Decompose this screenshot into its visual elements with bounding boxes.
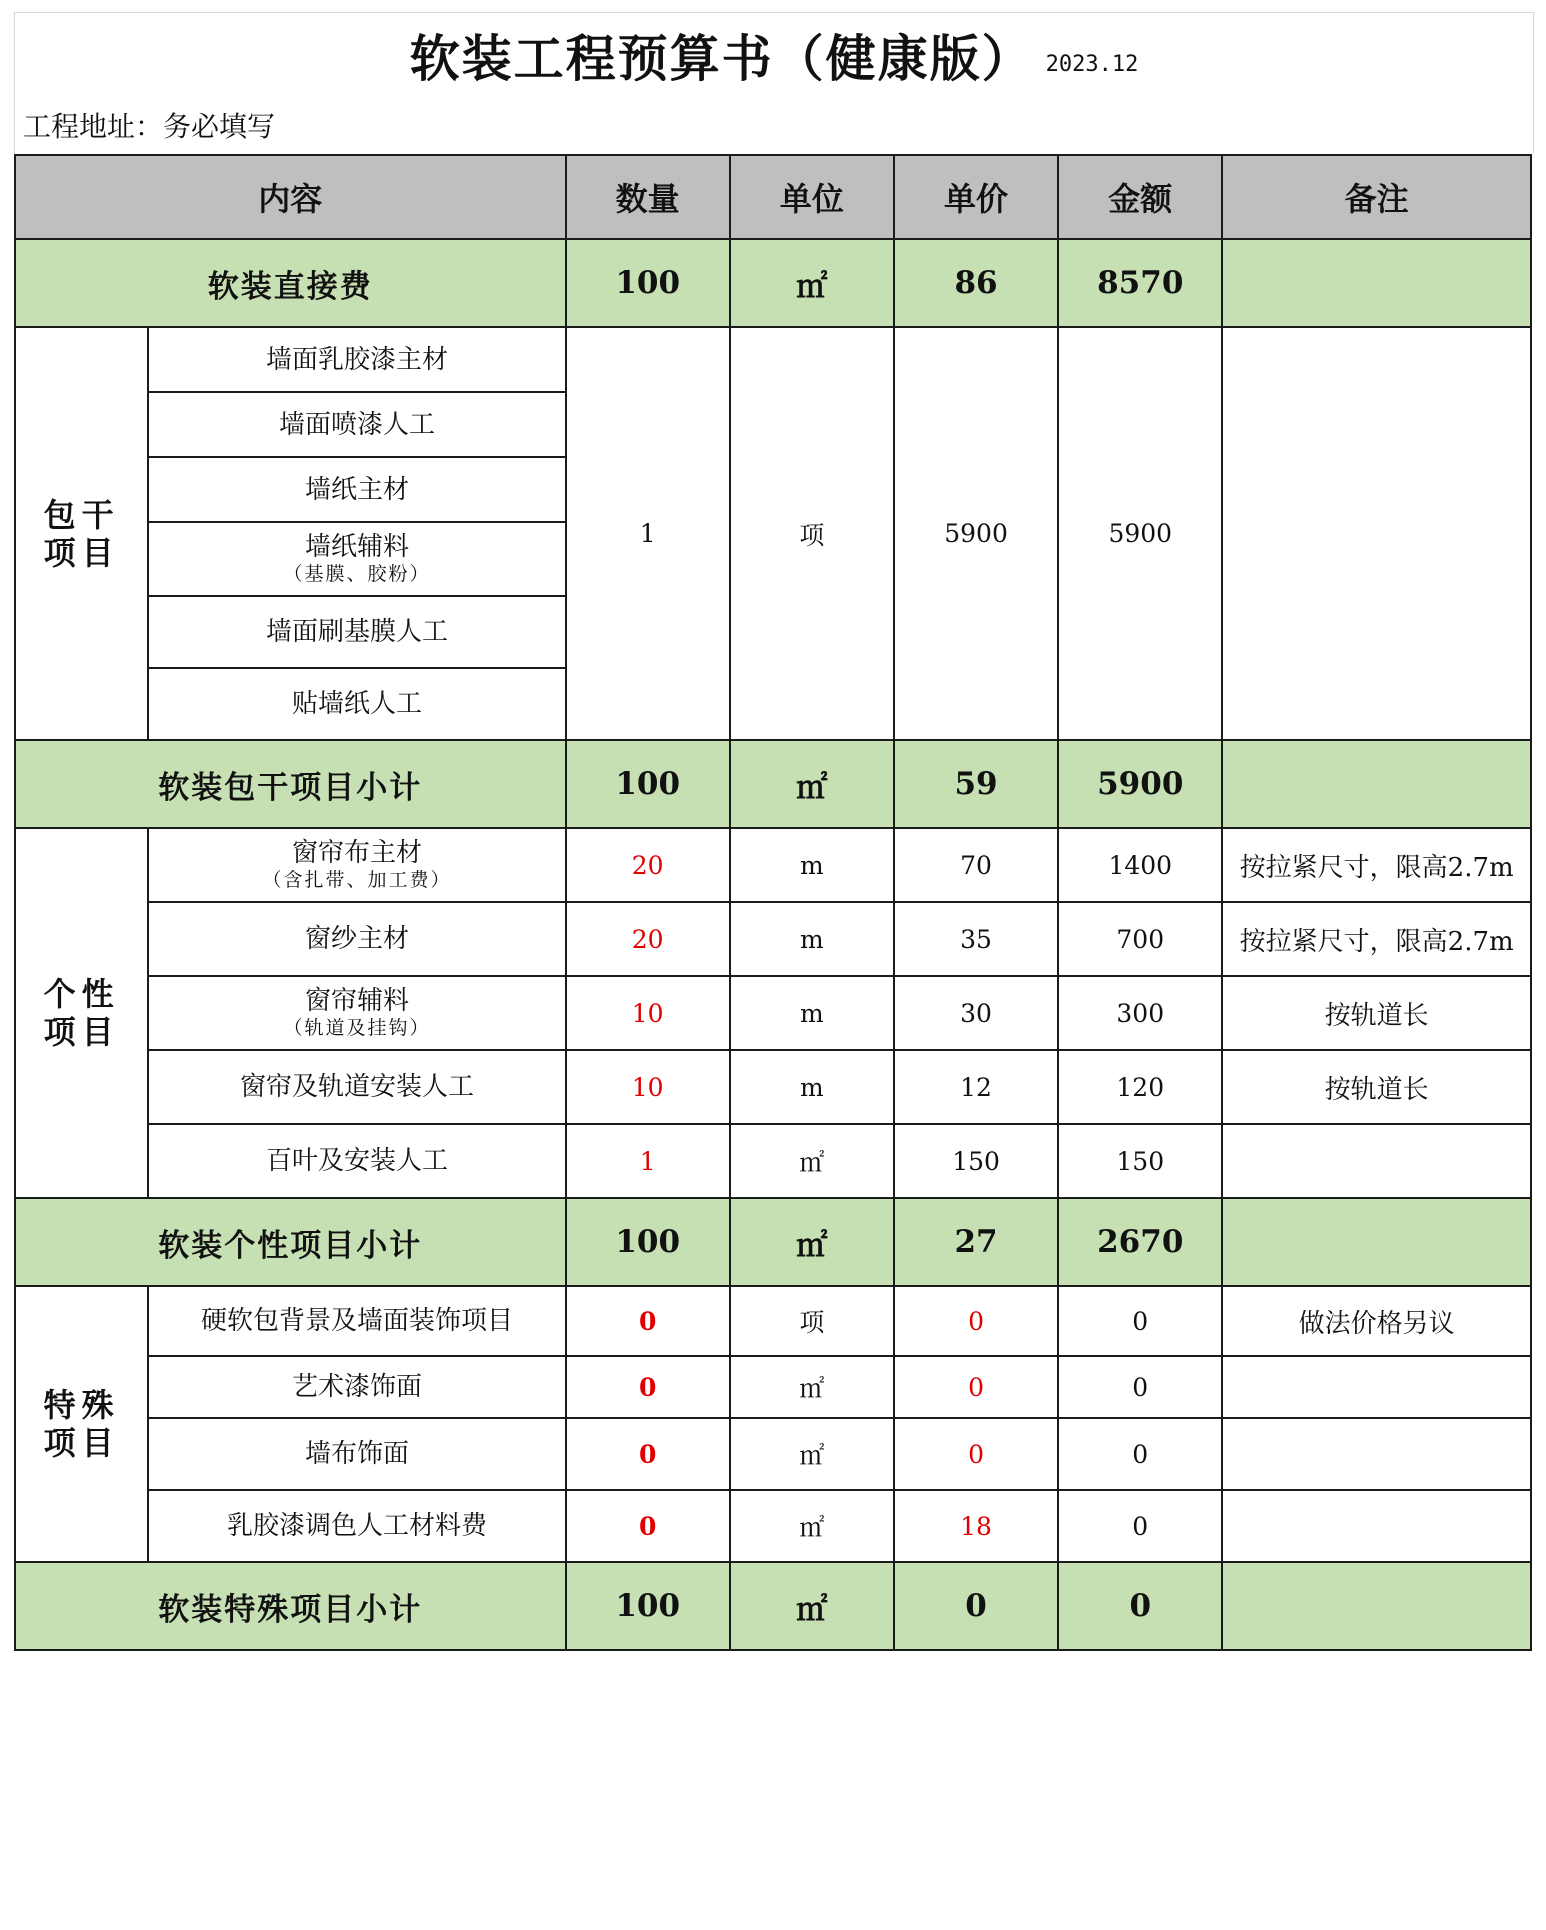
special-item-note[interactable] (1222, 1356, 1531, 1418)
title-date: 2023.12 (1045, 51, 1139, 77)
item-sublabel: （基膜、胶粉） (283, 563, 431, 585)
title-row (14, 12, 1534, 97)
personal-item-qty[interactable]: 20 (566, 828, 730, 902)
special-item-unit[interactable]: ㎡ (730, 1418, 894, 1490)
personal-item-note[interactable]: 按轨道长 (1222, 1050, 1531, 1124)
table-row (15, 1286, 1531, 1356)
direct-fee-unit[interactable]: ㎡ (730, 239, 894, 327)
item-label: 窗帘及轨道安装人工 (239, 1072, 474, 1102)
special-item-note[interactable]: 做法价格另议 (1222, 1286, 1531, 1356)
personal-item-unit[interactable]: ㎡ (730, 1124, 894, 1198)
package-unit[interactable]: 项 (730, 327, 894, 740)
address-label: 工程地址： (23, 110, 164, 143)
item-label: 艺术漆饰面 (291, 1372, 422, 1402)
package-subtotal-label: 软装包干项目小计 (15, 740, 566, 828)
special-item-qty[interactable]: 0 (566, 1356, 730, 1418)
special-item-amount[interactable]: 0 (1058, 1356, 1222, 1418)
special-subtotal-amount[interactable]: 0 (1058, 1562, 1222, 1650)
personal-item-qty[interactable]: 10 (566, 976, 730, 1050)
personal-item-qty[interactable]: 20 (566, 902, 730, 976)
header-note: 备注 (1222, 155, 1531, 239)
category-package (15, 327, 148, 740)
item-label: 墙面乳胶漆主材 (265, 344, 448, 375)
special-item-qty[interactable]: 0 (566, 1286, 730, 1356)
special-subtotal-label: 软装特殊项目小计 (15, 1562, 566, 1650)
special-subtotal-price[interactable]: 0 (894, 1562, 1058, 1650)
direct-fee-qty[interactable]: 100 (566, 239, 730, 327)
item-label: 百叶及安装人工 (265, 1146, 448, 1176)
personal-item-unit[interactable]: m (730, 976, 894, 1050)
special-item-unit[interactable]: ㎡ (730, 1490, 894, 1562)
package-subtotal-unit[interactable]: ㎡ (730, 740, 894, 828)
table-row (15, 1356, 1531, 1418)
personal-item-name[interactable] (148, 1050, 565, 1124)
personal-item-amount[interactable]: 150 (1058, 1124, 1222, 1198)
category-personal-line1: 个性 (43, 975, 120, 1013)
personal-item-unit[interactable]: m (730, 828, 894, 902)
page-title: 软装工程预算书（健康版） (409, 29, 1034, 88)
special-item-unit[interactable]: ㎡ (730, 1356, 894, 1418)
special-subtotal-qty[interactable]: 100 (566, 1562, 730, 1650)
personal-item-price[interactable]: 70 (894, 828, 1058, 902)
category-package-line2: 项目 (43, 533, 120, 572)
personal-item-note[interactable]: 按拉紧尺寸，限高2.7m (1222, 828, 1531, 902)
personal-subtotal-unit[interactable]: ㎡ (730, 1198, 894, 1286)
special-item-price[interactable]: 18 (894, 1490, 1058, 1562)
personal-item-name[interactable] (148, 1124, 565, 1198)
category-personal-line2: 项目 (43, 1013, 120, 1051)
item-label: 墙面喷漆人工 (278, 409, 435, 440)
package-item-name[interactable] (148, 392, 565, 457)
table-row (15, 902, 1531, 976)
address-row[interactable] (14, 96, 1534, 154)
package-item-name[interactable] (148, 327, 565, 392)
special-item-amount[interactable]: 0 (1058, 1286, 1222, 1356)
personal-item-price[interactable]: 30 (894, 976, 1058, 1050)
package-subtotal-note[interactable] (1222, 740, 1531, 828)
personal-subtotal-qty[interactable]: 100 (566, 1198, 730, 1286)
item-label: 窗纱主材 (304, 924, 409, 954)
personal-item-name[interactable] (148, 902, 565, 976)
item-sublabel: （含扎带、加工费） (262, 869, 452, 891)
item-label: 贴墙纸人工 (291, 689, 422, 719)
package-subtotal-qty[interactable]: 100 (566, 740, 730, 828)
category-personal (15, 828, 148, 1198)
special-item-price[interactable]: 0 (894, 1356, 1058, 1418)
header-qty: 数量 (566, 155, 730, 239)
personal-item-note[interactable]: 按拉紧尺寸，限高2.7m (1222, 902, 1531, 976)
item-label: 墙纸辅料 (304, 532, 409, 562)
personal-item-qty[interactable]: 1 (566, 1124, 730, 1198)
direct-fee-amount[interactable]: 8570 (1058, 239, 1222, 327)
personal-item-qty[interactable]: 10 (566, 1050, 730, 1124)
package-price[interactable]: 5900 (894, 327, 1058, 740)
package-item-name[interactable] (148, 596, 565, 668)
personal-item-amount[interactable]: 300 (1058, 976, 1222, 1050)
budget-table (14, 154, 1532, 1651)
special-subtotal-note[interactable] (1222, 1562, 1531, 1650)
table-row (15, 1490, 1531, 1562)
category-package-line1: 包干 (43, 495, 120, 534)
special-item-price[interactable]: 0 (894, 1418, 1058, 1490)
special-item-unit[interactable]: 项 (730, 1286, 894, 1356)
package-subtotal-row (15, 740, 1531, 828)
category-special (15, 1286, 148, 1562)
table-header-row (15, 155, 1531, 239)
special-item-note[interactable] (1222, 1418, 1531, 1490)
item-label: 硬软包背景及墙面装饰项目 (200, 1306, 513, 1336)
category-special-line2: 项目 (43, 1424, 120, 1462)
personal-subtotal-label: 软装个性项目小计 (15, 1198, 566, 1286)
header-amount: 金额 (1058, 155, 1222, 239)
item-label: 窗帘布主材 (291, 838, 422, 868)
package-item-name[interactable] (148, 457, 565, 522)
direct-fee-row (15, 239, 1531, 327)
personal-item-name[interactable] (148, 828, 565, 902)
special-item-qty[interactable]: 0 (566, 1490, 730, 1562)
personal-subtotal-price[interactable]: 27 (894, 1198, 1058, 1286)
package-amount[interactable]: 5900 (1058, 327, 1222, 740)
item-label: 墙面刷基膜人工 (265, 617, 448, 647)
special-item-name[interactable] (148, 1418, 565, 1490)
special-item-note[interactable] (1222, 1490, 1531, 1562)
category-special-line1: 特殊 (43, 1386, 120, 1424)
table-row (15, 327, 1531, 392)
package-subtotal-amount[interactable]: 5900 (1058, 740, 1222, 828)
table-row (15, 828, 1531, 902)
special-subtotal-row (15, 1562, 1531, 1650)
package-qty[interactable]: 1 (566, 327, 730, 740)
personal-item-unit[interactable]: m (730, 1050, 894, 1124)
personal-item-name[interactable] (148, 976, 565, 1050)
direct-fee-price[interactable]: 86 (894, 239, 1058, 327)
direct-fee-note[interactable] (1222, 239, 1531, 327)
personal-subtotal-row (15, 1198, 1531, 1286)
table-row (15, 1418, 1531, 1490)
personal-subtotal-note[interactable] (1222, 1198, 1531, 1286)
header-content: 内容 (15, 155, 566, 239)
item-label: 墙纸主材 (304, 474, 409, 505)
special-item-amount[interactable]: 0 (1058, 1418, 1222, 1490)
table-row (15, 976, 1531, 1050)
personal-item-amount[interactable]: 1400 (1058, 828, 1222, 902)
special-item-name[interactable] (148, 1286, 565, 1356)
item-label: 乳胶漆调色人工材料费 (226, 1511, 487, 1541)
personal-item-price[interactable]: 150 (894, 1124, 1058, 1198)
table-row (15, 1050, 1531, 1124)
item-sublabel: （轨道及挂钩） (283, 1017, 431, 1039)
personal-item-amount[interactable]: 120 (1058, 1050, 1222, 1124)
personal-subtotal-amount[interactable]: 2670 (1058, 1198, 1222, 1286)
package-item-name[interactable] (148, 522, 565, 596)
personal-item-amount[interactable]: 700 (1058, 902, 1222, 976)
header-unit: 单位 (730, 155, 894, 239)
address-value[interactable]: 务必填写 (163, 110, 276, 143)
special-item-name[interactable] (148, 1490, 565, 1562)
header-price: 单价 (894, 155, 1058, 239)
package-subtotal-price[interactable]: 59 (894, 740, 1058, 828)
direct-fee-label: 软装直接费 (15, 239, 566, 327)
personal-item-price[interactable]: 12 (894, 1050, 1058, 1124)
special-item-price[interactable]: 0 (894, 1286, 1058, 1356)
special-item-name[interactable] (148, 1356, 565, 1418)
package-item-name[interactable] (148, 668, 565, 740)
personal-item-note[interactable]: 按轨道长 (1222, 976, 1531, 1050)
special-subtotal-unit[interactable]: ㎡ (730, 1562, 894, 1650)
item-label: 墙布饰面 (304, 1439, 409, 1469)
table-row (15, 1124, 1531, 1198)
personal-item-price[interactable]: 35 (894, 902, 1058, 976)
special-item-amount[interactable]: 0 (1058, 1490, 1222, 1562)
package-note[interactable] (1222, 327, 1531, 740)
personal-item-unit[interactable]: m (730, 902, 894, 976)
special-item-qty[interactable]: 0 (566, 1418, 730, 1490)
item-label: 窗帘辅料 (304, 986, 409, 1016)
personal-item-note[interactable] (1222, 1124, 1531, 1198)
